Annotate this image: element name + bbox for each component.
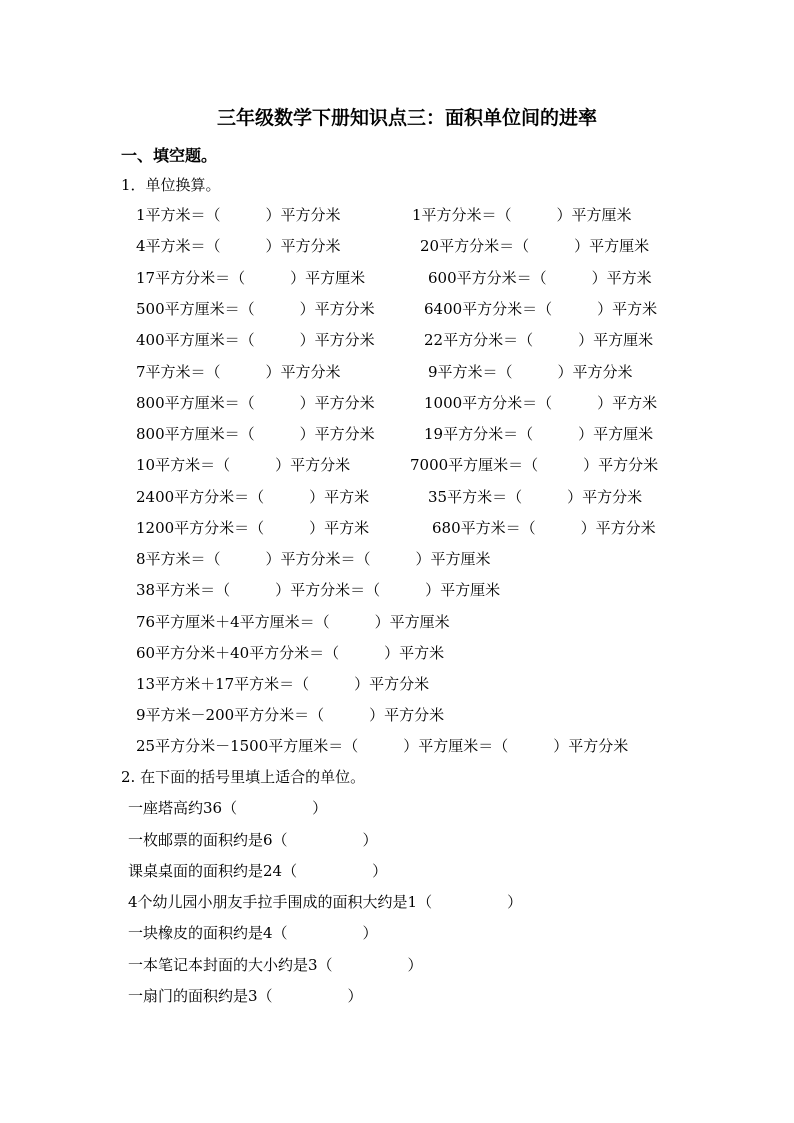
conversion-item: 38平方米＝（ ）平方分米＝（ ）平方厘米: [136, 581, 501, 599]
conversion-item: 4平方米＝（ ）平方分米: [136, 237, 341, 255]
conversion-item: 6400平方分米＝（ ）平方米: [424, 300, 658, 318]
conversion-item: 25平方分米－1500平方厘米＝（ ）平方厘米＝（ ）平方分米: [136, 737, 629, 755]
conversion-item: 500平方厘米＝（ ）平方分米: [136, 300, 375, 318]
unit-item: 一枚邮票的面积约是6（ ）: [128, 831, 378, 849]
conversion-item: 13平方米＋17平方米＝（ ）平方分米: [136, 675, 430, 693]
conversion-item: 20平方分米＝（ ）平方厘米: [420, 237, 650, 255]
conversion-item: 60平方分米＋40平方分米＝（ ）平方米: [136, 644, 445, 662]
conversion-item: 17平方分米＝（ ）平方厘米: [136, 269, 366, 287]
question-1-heading: 1．单位换算。: [121, 176, 221, 194]
conversion-item: 19平方分米＝（ ）平方厘米: [424, 425, 654, 443]
conversion-item: 22平方分米＝（ ）平方厘米: [424, 331, 654, 349]
conversion-item: 7平方米＝（ ）平方分米: [136, 363, 341, 381]
conversion-item: 2400平方分米＝（ ）平方米: [136, 488, 370, 506]
conversion-item: 1平方米＝（ ）平方分米: [136, 206, 341, 224]
unit-item: 4个幼儿园小朋友手拉手围成的面积大约是1（ ）: [128, 893, 523, 911]
conversion-item: 400平方厘米＝（ ）平方分米: [136, 331, 375, 349]
page-title: 三年级数学下册知识点三：面积单位间的进率: [216, 107, 597, 129]
unit-item: 一块橡皮的面积约是4（ ）: [128, 924, 378, 942]
conversion-item: 9平方米－200平方分米＝（ ）平方分米: [136, 706, 445, 724]
conversion-item: 35平方米＝（ ）平方分米: [428, 488, 643, 506]
section-heading: 一、填空题。: [121, 146, 218, 165]
conversion-item: 8平方米＝（ ）平方分米＝（ ）平方厘米: [136, 550, 491, 568]
unit-item: 一座塔高约36（ ）: [128, 799, 328, 817]
conversion-item: 76平方厘米＋4平方厘米＝（ ）平方厘米: [136, 613, 450, 631]
conversion-item: 1000平方分米＝（ ）平方米: [424, 394, 658, 412]
unit-item: 课桌桌面的面积约是24（ ）: [128, 862, 388, 880]
conversion-item: 1平方分米＝（ ）平方厘米: [412, 206, 632, 224]
conversion-item: 600平方分米＝（ ）平方米: [428, 269, 652, 287]
conversion-item: 800平方厘米＝（ ）平方分米: [136, 425, 375, 443]
conversion-item: 680平方米＝（ ）平方分米: [432, 519, 656, 537]
conversion-item: 10平方米＝（ ）平方分米: [136, 456, 351, 474]
unit-item: 一本笔记本封面的大小约是3（ ）: [128, 956, 423, 974]
conversion-item: 7000平方厘米＝（ ）平方分米: [410, 456, 659, 474]
question-2-heading: 2. 在下面的括号里填上适合的单位。: [121, 768, 366, 786]
conversion-item: 9平方米＝（ ）平方分米: [428, 363, 633, 381]
conversion-item: 1200平方分米＝（ ）平方米: [136, 519, 370, 537]
unit-item: 一扇门的面积约是3（ ）: [128, 987, 363, 1005]
conversion-item: 800平方厘米＝（ ）平方分米: [136, 394, 375, 412]
